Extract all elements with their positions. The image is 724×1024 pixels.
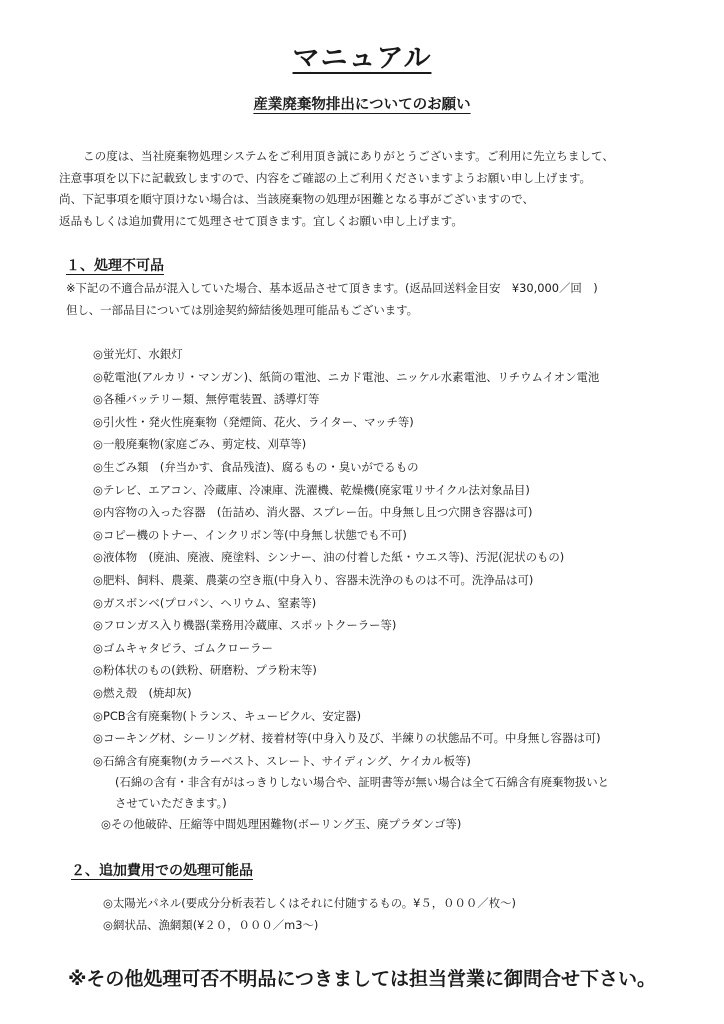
double-circle-icon: ◎	[93, 347, 103, 361]
double-circle-icon: ◎	[93, 437, 103, 452]
list-item-text: コピー機のトナー、インクリボン等(中身無し状態でも不可)	[102, 527, 407, 542]
double-circle-icon: ◎	[93, 618, 103, 633]
double-circle-icon: ◎	[93, 572, 103, 587]
list-item	[93, 411, 693, 434]
double-circle-icon: ◎	[93, 392, 103, 407]
list-item	[93, 659, 693, 682]
section1-note: ※下記の不適合品が混入していた場合、基本返品させて頂きます。(返品回送料金目安 ¥30,000／回 )	[66, 281, 598, 295]
list-item-text: 液体物 (廃油、廃液、廃塗料、シンナー、油の付着した紙・ウエス等)、汚泥(泥状のもの)	[102, 550, 565, 565]
list-item	[93, 501, 693, 524]
double-circle-icon: ◎	[93, 482, 103, 497]
double-circle-icon: ◎	[103, 918, 113, 932]
asbestos-note: させていただきます。)	[115, 795, 227, 810]
double-circle-icon: ◎	[93, 663, 103, 678]
double-circle-icon: ◎	[93, 505, 103, 520]
list-item	[93, 388, 693, 411]
list-item-text: 引火性・発火性廃棄物（発煙筒、花火、ライター、マッチ等)	[102, 414, 414, 429]
list-item	[93, 456, 693, 479]
list-item-text: フロンガス入り機器(業務用冷蔵庫、スポットクーラー等)	[102, 618, 397, 633]
footer-notice: ※その他処理可否不明品につきましては担当営業に御問合せ下さい。	[67, 968, 657, 990]
list-item	[93, 546, 693, 569]
intro-paragraph	[59, 146, 679, 232]
double-circle-icon: ◎	[93, 685, 103, 700]
list-item-text: 石綿含有廃棄物(カラーベスト、スレート、サイディング、ケイカル板等)	[102, 753, 471, 768]
double-circle-icon: ◎	[93, 550, 103, 565]
list-item	[93, 637, 693, 660]
list-item-text: 一般廃棄物(家庭ごみ、剪定枝、刈草等)	[102, 437, 307, 452]
double-circle-icon: ◎	[93, 731, 103, 746]
list-item-text: テレビ、エアコン、冷蔵庫、冷凍庫、洗濯機、乾燥機(廃家電リサイクル法対象品目)	[102, 482, 530, 497]
list-item	[93, 727, 693, 750]
section2-heading: ２、追加費用での処理可能品	[71, 863, 253, 879]
list-item	[93, 750, 693, 773]
list-item-text: PCB含有廃棄物(トランス、キュービクル、安定器)	[102, 708, 362, 723]
list-item	[93, 433, 693, 456]
list-item-text: コーキング材、シーリング材、接着材等(中身入り及び、半練りの状態品不可。中身無し容器は可)	[102, 731, 601, 746]
list-item	[93, 366, 693, 389]
list-item	[103, 892, 703, 914]
page-subtitle: 産業廃棄物排出についてのお願い	[253, 97, 471, 113]
list-item-text: ガスボンベ(プロパン、ヘリウム、窒素等)	[102, 595, 317, 610]
list-item	[93, 524, 693, 547]
list-item-text: 乾電池(アルカリ・マンガン)、紙筒の電池、ニカド電池、ニッケル水素電池、リチウムイオン電池	[102, 369, 600, 384]
list-item-text: その他破砕、圧縮等中間処理困難物(ボーリング玉、廃プラダンゴ等)	[110, 817, 462, 832]
double-circle-icon: ◎	[103, 896, 113, 910]
list-item-text: 肥料、飼料、農薬、農薬の空き瓶(中身入り、容器未洗浄のものは不可。洗浄品は可)	[102, 572, 534, 587]
double-circle-icon: ◎	[93, 640, 103, 655]
section2-item-list	[103, 892, 703, 936]
section1-notes	[66, 277, 686, 321]
list-item-text: 太陽光パネル(要成分分析表若しくはそれに付随するもの。¥５，０００／枚～)	[112, 896, 516, 910]
page-title-wrap	[0, 36, 724, 75]
list-item	[93, 343, 693, 366]
list-item	[93, 479, 693, 502]
asbestos-note: (石綿の含有・非含有がはっきりしない場合や、証明書等が無い場合は全て石綿含有廃棄物扱いと	[115, 775, 610, 790]
list-item	[93, 682, 693, 705]
double-circle-icon: ◎	[93, 414, 103, 429]
double-circle-icon: ◎	[93, 527, 103, 542]
list-item	[103, 914, 703, 936]
list-item-text: 内容物の入った容器 (缶詰め、消火器、スプレー缶。中身無し且つ穴開き容器は可)	[102, 505, 533, 520]
list-item-text: 蛍光灯、水銀灯	[102, 347, 183, 361]
list-item	[93, 569, 693, 592]
intro-line: 注意事項を以下に記載致しますので、内容をご確認の上ご利用くださいますようお願い申し上げます。	[59, 170, 592, 185]
list-item-text: 粉体状のもの(鉄粉、研磨粉、プラ粉末等)	[102, 663, 317, 678]
list-item	[93, 614, 693, 637]
list-item	[93, 592, 693, 615]
list-item	[93, 813, 693, 836]
list-item-text: 各種バッテリー類、無停電装置、誘導灯等	[102, 392, 320, 407]
intro-line: この度は、当社廃棄物処理システムをご利用頂き誠にありがとうございます。ご利用に先立ちまして、	[83, 149, 614, 163]
double-circle-icon: ◎	[93, 459, 103, 474]
double-circle-icon: ◎	[93, 369, 103, 384]
double-circle-icon: ◎	[93, 595, 103, 610]
list-item	[93, 705, 693, 728]
intro-line: 返品もしくは追加費用にて処理させて頂きます。宜しくお願い申し上げます。	[59, 213, 463, 228]
intro-line: 尚、下記事項を順守頂けない場合は、当該廃棄物の処理が困難となる事がございますので、	[59, 192, 535, 206]
page-subtitle-wrap	[0, 93, 724, 114]
list-item-text: 網状品、漁網類(¥２０，０００／m3～)	[112, 918, 319, 932]
list-item-text: ゴムキャタピラ、ゴムクローラー	[102, 640, 273, 655]
section1-note: 但し、一部品目については別途契約締結後処理可能品もございます。	[66, 303, 418, 317]
double-circle-icon: ◎	[101, 817, 111, 832]
double-circle-icon: ◎	[93, 753, 103, 768]
section1-heading: １、処理不可品	[66, 258, 164, 274]
double-circle-icon: ◎	[93, 708, 103, 723]
list-item-text: 生ごみ類 (弁当かす、食品残渣)、腐るもの・臭いがでるもの	[102, 459, 419, 474]
page-title: マニュアル	[292, 43, 432, 74]
list-item-text: 燃え殻 (焼却灰)	[102, 685, 192, 700]
section1-item-list	[93, 343, 693, 836]
